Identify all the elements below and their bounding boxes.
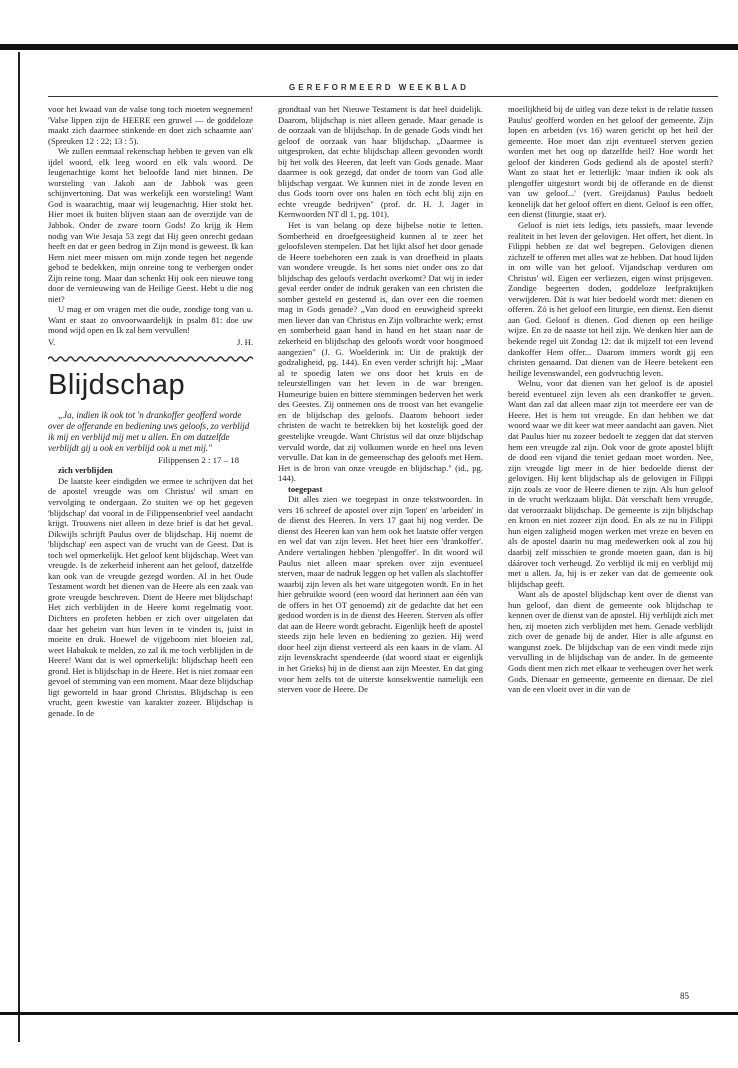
signature-line — [48, 337, 253, 348]
column-2 — [278, 104, 483, 695]
signature-left: V. — [48, 337, 56, 348]
body-paragraph: grondtaal van het Nieuwe Testament is dat heel duidelijk. Daarom, blijdschap is niet alleen genade. Maar genade is de oorzaak van de blijdschap. In de genade Gods vindt het geloof de oorzaak van haar blijdschap. „Daarmee is uitgesproken, dat echte blijdschap alleen gevonden wordt bij het volk des Heeren, dat leeft van Gods genade. Maar daarmee is ook gezegd, dat onder de toorn van God alle blijdschap vergaat. We kunnen niet in de zonde leven en dus Gods toorn over ons halen en tòch echt blij zijn en echte vreugde bedrijven" (prof. dr. H. J. Jager in Kernwoorden NT dl 1, pg. 101). — [278, 104, 483, 220]
subheading: zich verblijden — [58, 465, 113, 476]
intro-paragraph: U mag er om vragen met die oude, zondige tong van u. Want er staat zo onvoorwaardelijk in psalm 81: doe uw mond wijd open en Ik zal hem vervullen! — [48, 304, 253, 336]
body-paragraph: Want als de apostel blijdschap kent over de dienst van hun geloof, dan dient de gemeente ook blijdschap te kennen over de dienst van de apostel. Hij verblijdt zich met hen, zij moeten zich verblijden met hem. Genade verblijdt zich over de genade bij de ander. Hier is alle afgunst en wangunst zoek. De blijdschap van de een vindt mede zijn vervulling in de blijdschap van de ander. In de gemeente Gods dient men zich met elkaar te verheugen over het werk Gods. Dienaar en gemeente, gemeente en dienaar. De ziel van de een vloeit over in die van de — [508, 589, 713, 695]
motto-reference: Filippensen 2 : 17 – 18 — [158, 454, 239, 465]
running-head: GEREFORMEERD WEEKBLAD — [289, 83, 469, 92]
wave-divider — [48, 354, 253, 364]
signature-right: J. H. — [237, 337, 253, 348]
body-paragraph: Dit alles zien we toegepast in onze tekstwoorden. In vers 16 schreef de apostel over zijn 'lopen' en 'arbeiden' in de dienst des Heeren. In vers 17 gaat hij nog verder. De dienst des Heeren kan van hem ook het laatste offer vergen en wel dat van zijn leven. Het heet hier een 'drankoffer'. Andere vertalingen hebben 'plengoffer'. In dit woord wil Paulus niet alleen maar spreken over zijn eventueel sterven, maar de nadruk leggen op het vallen als slachtoffer waarbij zijn leven als het ware uitgegoten wordt. En in het hier gebruikte woord (een woord dat herinnert aan één van de offers in het OT genoemd) zit de gedachte dat het een gedood worden is in de dienst des Heeren. Sterven als offer dat aan de Heere wordt gebracht. Eigenlijk heeft de apostel steeds zijn hele leven en bediening zo gezien. Hij werd door heel zijn dienst verteerd als een kaars in de vlam. Al zijn levenskracht spendeerde (dat woord staat er eigenlijk in het Grieks) hij in de dienst aan zijn Meester. En dat ging voor hem zelfs tot de uiterste konsekwentie namelijk een sterven voor de Heere. De — [278, 494, 483, 695]
article-title: Blijdschap — [48, 368, 186, 401]
page-number: 85 — [680, 991, 689, 1001]
top-border — [0, 44, 738, 50]
body-paragraph: Geloof is niet iets ledigs, iets passiefs, maar levende realiteit in het leven der gelovigen. Het offert, het dient. In Filippi hebben ze dat wel begrepen. Gelovigen dienen zichzelf te offeren met alles wat ze hebben. Dat houd lijden in om wille van het geloof. Vijandschap verduren om Christus' wil. Eigen eer verliezen, eigen winst prijsgeven. Zondige begeerten doden, goddeloze leefpraktijken verwijderen. Dàt is wat hier bedoeld wordt met: dienen en offeren. Zó is het geloof een liturgie, een dienst. Een dienst aan God. Geloof is dienen. God dienen op een heilige wijze. En zo de naaste tot heil zijn. We denken hier aan de bekende regel uit Zondag 12: dat ik mijzelf tot een levend dankoffer Hem offer... Daarom immers wordt gij een christen genaamd. Dat dienen van de Heere betekent een heilige levenswandel, een godvruchtig leven. — [508, 220, 713, 378]
body-paragraph: Welnu, voor dat dienen van het geloof is de apostel bereid eventueel zijn leven als een drankoffer te geven. Want dan zal dat alleen maar zijn tot meerdere eer van de Heere. Het is hem tot vreugde. En dan hebben we dat woord waar we dit keer wat meer aandacht aan gaven. Niet dat Paulus hier nu zozeer bedoelt te zeggen dat dat sterven hem een vreugde zal zijn. Ook voor de grote apostel blijft de dood een vijand die teniet gedaan moet worden. Nee, zijn vreugde ligt meer in de hier bedoelde dienst der gelovigen. Hij kent blijdschap als de gelovigen in Filippi zijn zoals ze voor de Heere dienen te zijn. Als hun geloof in de vrucht werkzaam blijkt. Dàt verschaft hem vreugde, dat veroorzaakt blijdschap. De gemeente is zijn blijdschap en kroon en niet zozeer zijn dood. En als ze nu in Filippi hun eigen zaligheid mogen werken met vreze en beven en als de apostel daarin nu mag medewerken ook al zou hij daarbij zelf misschien te gronde moeten gaan, dan is hij dáárover toch verheugd. Zo verblijd ik mij en verblijd mij met u allen. Ja, hij is er zeker van dat de gemeente ook blijdschap geeft. — [508, 378, 713, 589]
intro-paragraph: voor het kwaad van de valse tong toch moeten wegnemen! 'Valse lippen zijn de HEERE een gruwel — de goddeloze maakt zich daarmee stinkende en doet zich schaamte aan' (Spreuken 12 : 22; 13 : 5). — [48, 104, 253, 146]
header-rule — [48, 96, 718, 97]
intro-paragraph: We zullen eenmaal rekenschap hebben te geven van elk ijdel woord, elk leeg woord en elk vals woord. De leugenachtige komt het beloofde land niet binnen. De worsteling van Jakob aan de Jabbok was geen schijnvertoning. Dat was werkelijk een worsteling! Want God is waarachtig, maar wij leugenachtig. Hier stokt het. Hier moet ik buiten blijven staan aan de overzijde van de Jabbok. Onder de zware toorn Gods! Zo krijg ik Hem nodig van Wie Jesaja 53 zegt dat Hij geen onrecht gedaan heeft en dat er geen bedrog in Zijn mond is geweest. Ik kan Hem niet meer missen om mijn zonde tegen het negende gebod te bedekken, mijn onreine tong te verbergen onder Zijn reine tong. Maar dan schenkt Hij ook een nieuwe tong door de vernieuwing van de Heilige Geest. Hebt u die nog niet? — [48, 146, 253, 304]
body-paragraph: moeilijkheid bij de uitleg van deze tekst is de relatie tussen Paulus' geofferd worden en het geloof der gemeente. Zijn lopen en arbeiden (vs 16) waren gericht op het heil der gemeente. Hoe moet dan zijn eventueel sterven gezien worden met het oog op datzelfde heil? Hoe wordt het geloof der kinderen Gods gediend als de apostel sterft? Want zo staat het er letterlijk: 'maar indien ik ook als plengoffer uitgestort wordt bij de offerande en de dienst van uw geloof...' (vert. Greijdanus) Paulus bedoelt kennelijk dat het geloof offert en dient. Geloof is een offer, een dienst (liturgie, staat er). — [508, 104, 713, 220]
column-1 — [48, 104, 253, 718]
left-margin-rule — [18, 52, 20, 1042]
body-paragraph: De laatste keer eindigden we ermee te schrijven dat het de apostel vreugde was om Christus' wil smart en vervolging te ondergaan. Zo stuiten we op het gegeven 'blijdschap' dat vooral in de Filippensenbrief veel aandacht krijgt. Trouwens niet alleen in deze brief is dat het geval. Dikwijls schrijft Paulus over de blijdschap. Hij noemt de 'blijdschap' een aspect van de vrucht van de Geest. Dat is toch wel opmerkelijk. Het geloof kent blijdschap. Weet van vreugde. Is de zekerheid inherent aan het geloof, datzelfde kan ook van de vreugde gezegd worden. Al in het Oude Testament wordt het dienen van de Heere als een zaak van grote vreugde beschreven. Dient de Heere met blijdschap! Het zich verblijden in de Heere komt regelmatig voor. Dichters en profeten hebben er zich over uitgelaten dat daar het geheim van hun leven in te vinden is, juist in moeite en druk. Hoewel de vijgeboom niet bloeien zal, weet Habakuk te melden, zo zal ik me toch verblijden in de Heere! Want dat is wel opmerkelijk: blijdschap heeft een grond. Het is blijdschap in de Heere. Het is niet zomaar een gevoel of stemming van een moment. Maar deze blijdschap ligt geworteld in haar grond Christus. Blijdschap is een vrucht, geen kwestie van karakter zozeer. Blijdschap is genade. In de — [48, 475, 253, 718]
subheading: toegepast — [288, 483, 323, 494]
body-paragraph: Het is van belang op deze bijbelse notie te letten. Somberheid en droefgeestigheid kunnen al te zeer het geloofsleven stempelen. Dat het lijkt alsof het door genade de Heere toebehoren een zaak is van droefheid in plaats van wondere vreugde. Is het soms niet onder ons zo dat blijdschap des geloofs verdacht overkomt? Dat wij in ieder geval eerder onder de indruk geraken van een christen die somber gesteld en gestemd is, dan over een die roemen mag in Gods genade? „Van dood en eeuwigheid spreekt men liever dan van Christus en Zijn volbrachte werk; ernst en somberheid gaan hand in hand en het staan naar de zekerheid en blijdschap des geloofs wordt voor hoogmoed aangezien" (J. G. Woelderink in: Uit de praktijk der godzaligheid, pg. 144). En even verder schrijft hij: „Maar al te spoedig laten we ons door het kruis en de teleurstellingen van het leven in de war brengen. Humeurige buien en bittere stemmingen bederven het werk des Geestes. Zij ontnemen ons de troost van het evangelie en de blijdschap des geloofs. Daarom behoort ieder christen de wacht te betrekken bij het kostelijk goed der geestelijke vreugde. Want Christus wil dat onze blijdschap vervuld worde, dat zij volkomen worde en heel ons leven vervulle. Dat kan in de gemeenschap des geloofs met Hem. Het is de bron van onze vreugde en blijdschap." (id., pg. 144). — [278, 220, 483, 484]
column-3 — [508, 104, 713, 695]
bottom-border — [0, 1012, 738, 1015]
motto-quote: „Ja, indien ik ook tot 'n drankoffer geofferd worde over de offerande en bediening uws geloofs, zo verblijd ik mij en verblijd mij met u allen. En om datzelfde verblijdt gij u ook en verblijd ook u met mij." — [48, 409, 250, 454]
